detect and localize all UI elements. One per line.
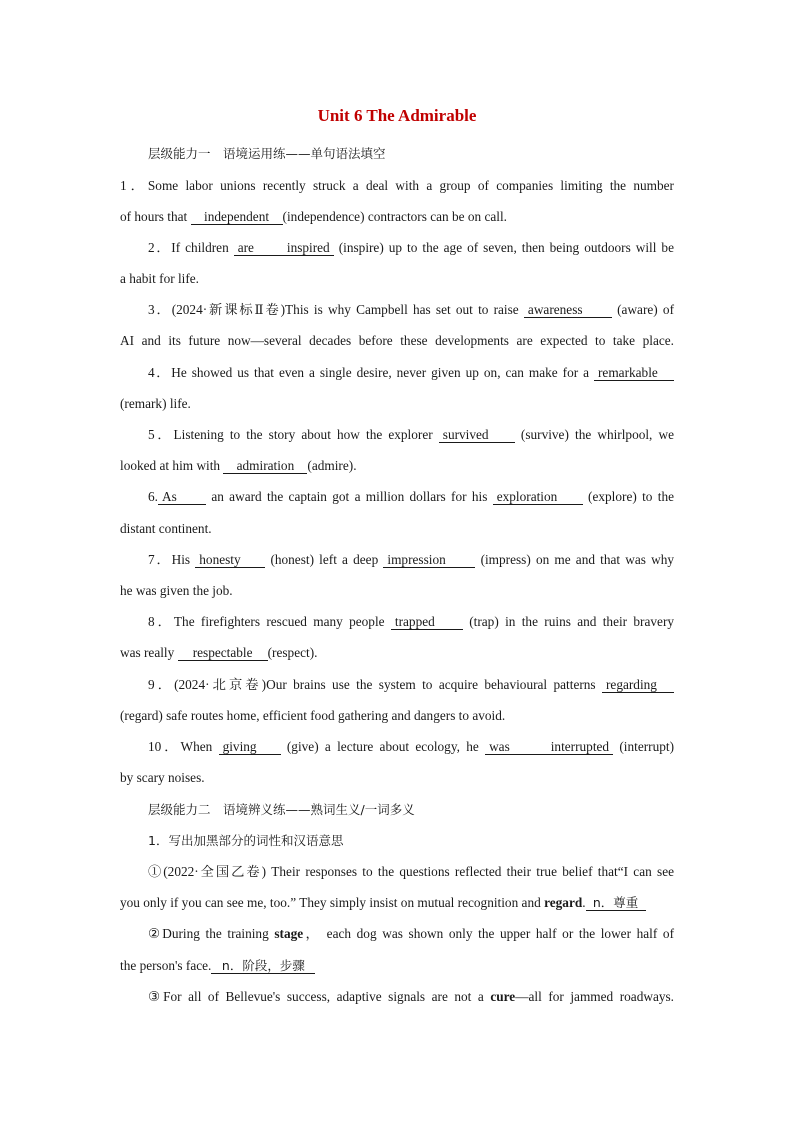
question-10-line-2: by scary noises. (120, 770, 205, 785)
sentence-1-line-1: ①(2022·全国乙卷) Their responses to the questions reflected their true belief that“I can see (148, 864, 674, 879)
question-3-line-1: 3．(2024·新课标Ⅱ卷)This is why Campbell has set out to raise awareness (aware) of (148, 302, 674, 317)
sentence-3-line-1: ③For all of Bellevue's success, adaptive signals are not a cure—all for jammed roadways. (148, 989, 674, 1004)
question-10-line-1: 10．When giving (give) a lecture about ecology, he was interrupted (interrupt) (148, 739, 675, 754)
answer-blank: n．尊重 (586, 895, 646, 911)
answer-blank: remarkable (594, 365, 674, 381)
question-2-line-1: 2．If children are inspired (inspire) up to the age of seven, then being outdoors will be (148, 240, 674, 255)
question-1-line-2: of hours that independent (independence) contractors can be on call. (120, 209, 508, 224)
question-7-line-1: 7．His honesty (honest) left a deep impression (impress) on me and that was why (148, 552, 675, 567)
answer-blank: was interrupted (485, 739, 613, 755)
question-7-line-2: he was given the job. (120, 583, 233, 598)
question-9-line-2: (regard) safe routes home, efficient food gathering and dangers to avoid. (120, 708, 506, 723)
answer-blank: giving (219, 739, 281, 755)
answer-blank: admiration (223, 458, 307, 474)
answer-blank: regarding (602, 677, 674, 693)
question-4-line-2: (remark) life. (120, 396, 191, 411)
question-5-line-2: looked at him with admiration (admire). (120, 458, 357, 473)
answer-blank: independent (191, 209, 283, 225)
sentence-2-line-1: ②During the training stage， each dog was shown only the upper half or the lower half of (148, 926, 675, 941)
bold-keyword: stage (274, 926, 304, 941)
answer-blank: are inspired (234, 240, 334, 256)
answer-blank: impression (383, 552, 475, 568)
bold-keyword: cure (490, 989, 516, 1004)
question-6-line-2: distant continent. (120, 521, 212, 536)
question-3-line-2: AI and its future now—several decades before these developments are expected to take place. (120, 333, 674, 348)
part-1-instruction: 1．写出加黑部分的词性和汉语意思 (148, 833, 344, 848)
answer-blank: As (158, 489, 206, 505)
answer-blank: respectable (178, 645, 268, 661)
question-9-line-1: 9．(2024·北京卷)Our brains use the system to acquire behavioural patterns regarding (148, 677, 674, 693)
section-heading-1: 层级能力一 语境运用练——单句语法填空 (148, 146, 386, 161)
answer-blank: awareness (524, 302, 612, 318)
sentence-1-line-2: you only if you can see me, too.” They simply insist on mutual recognition and regard. n．尊重 (120, 895, 646, 911)
question-5-line-1: 5．Listening to the story about how the explorer survived (survive) the whirlpool, we (148, 427, 674, 442)
question-8-line-2: was really respectable (respect). (120, 645, 318, 660)
answer-blank: trapped (391, 614, 463, 630)
answer-blank: honesty (195, 552, 265, 568)
question-1-line-1: 1．Some labor unions recently struck a deal with a group of companies limiting the number (120, 178, 674, 193)
sentence-2-line-2: the person's face. n．阶段，步骤 (120, 958, 315, 974)
question-8-line-1: 8．The firefighters rescued many people trapped (trap) in the ruins and their bravery (148, 614, 675, 629)
question-4-line-1: 4．He showed us that even a single desire, never given up on, can make for a remarkable (148, 365, 674, 381)
answer-blank: n．阶段，步骤 (211, 958, 315, 974)
question-6-line-1: 6. As an award the captain got a million dollars for his exploration (explore) to the (148, 489, 675, 504)
bold-keyword: regard (544, 895, 583, 910)
question-2-line-2: a habit for life. (120, 271, 200, 286)
section-heading-2: 层级能力二 语境辨义练——熟词生义/一词多义 (148, 802, 415, 817)
page-title: Unit 6 The Admirable (317, 106, 477, 125)
answer-blank: exploration (493, 489, 583, 505)
answer-blank: survived (439, 427, 515, 443)
